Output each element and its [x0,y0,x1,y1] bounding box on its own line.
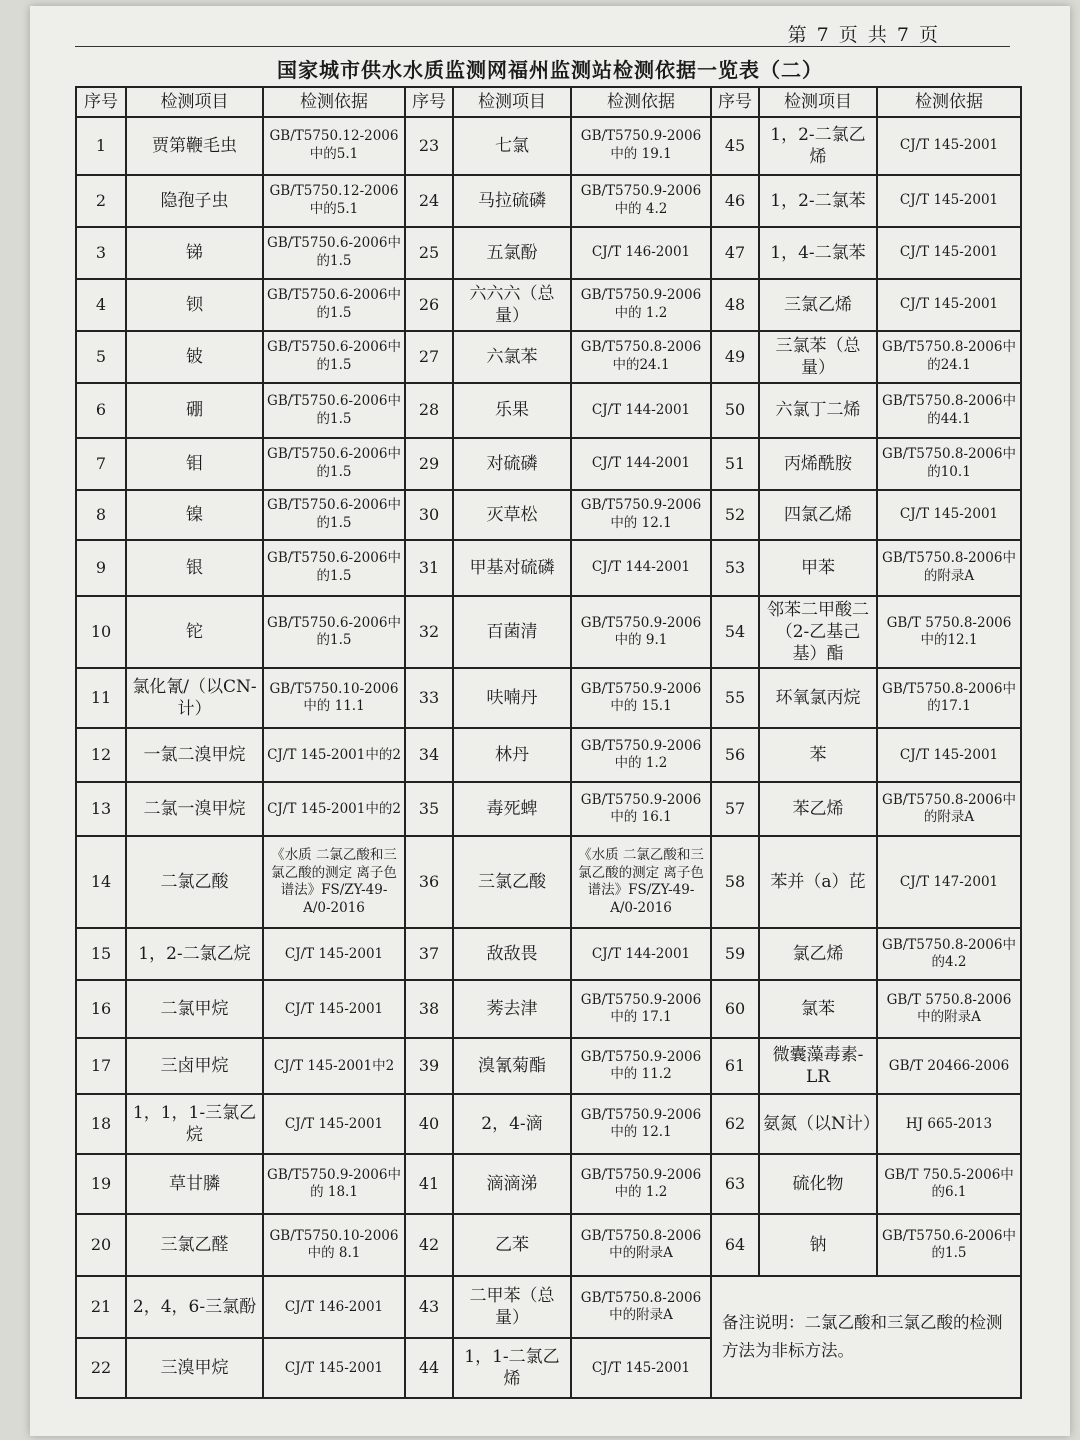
remark-note: 备注说明：二氯乙酸和三氯乙酸的检测方法为非标方法。 [711,1276,1021,1398]
basis-cell: CJ/T 144-2001 [571,438,711,490]
basis-cell: GB/T5750.8-2006中的附录A [877,540,1021,596]
basis-cell: GB/T5750.9-2006中的 1.2 [571,1154,711,1214]
item-cell: 邻苯二甲酸二（2-乙基己基）酯 [759,596,877,668]
item-cell: 林丹 [453,728,571,782]
seq-cell: 42 [405,1214,453,1276]
item-cell: 氯化氰/（以CN-计） [126,668,263,728]
seq-cell: 23 [405,117,453,175]
table-row [76,782,1021,836]
basis-cell: GB/T5750.9-2006中的 17.1 [571,980,711,1038]
item-cell: 1，4-二氯苯 [759,227,877,279]
header-item: 检测项目 [759,87,877,117]
item-cell: 呋喃丹 [453,668,571,728]
basis-cell: CJ/T 145-2001 [263,1338,405,1398]
table-row [76,596,1021,668]
basis-cell: GB/T5750.8-2006中的17.1 [877,668,1021,728]
table-row [76,540,1021,596]
basis-cell: CJ/T 145-2001 [877,279,1021,331]
table-row [76,836,1021,928]
seq-cell: 21 [76,1276,126,1338]
item-cell: 铊 [126,596,263,668]
basis-cell: GB/T5750.8-2006 中的附录A [571,1214,711,1276]
basis-cell: GB/T5750.6-2006中的1.5 [263,596,405,668]
basis-cell: CJ/T 145-2001 [263,928,405,980]
item-cell: 六氯苯 [453,331,571,383]
basis-cell: GB/T5750.9-2006中的 16.1 [571,782,711,836]
header-basis: 检测依据 [571,87,711,117]
item-cell: 苯乙烯 [759,782,877,836]
item-cell: 银 [126,540,263,596]
basis-cell: GB/T5750.8-2006 中的24.1 [571,331,711,383]
basis-cell: GB/T5750.9-2006中的 18.1 [263,1154,405,1214]
seq-cell: 26 [405,279,453,331]
seq-cell: 49 [711,331,759,383]
header-seq: 序号 [405,87,453,117]
item-cell: 六六六（总量） [453,279,571,331]
table-row [76,227,1021,279]
seq-cell: 45 [711,117,759,175]
seq-cell: 62 [711,1094,759,1154]
basis-cell: 《水质 二氯乙酸和三氯乙酸的测定 离子色谱法》FS/ZY-49-A/0-2016 [571,836,711,928]
item-cell: 乙苯 [453,1214,571,1276]
seq-cell: 39 [405,1038,453,1094]
seq-cell: 34 [405,728,453,782]
basis-cell: GB/T5750.6-2006中的1.5 [263,383,405,438]
seq-cell: 41 [405,1154,453,1214]
basis-cell: CJ/T 144-2001 [571,540,711,596]
item-cell: 甲苯 [759,540,877,596]
basis-cell: GB/T 20466-2006 [877,1038,1021,1094]
item-cell: 马拉硫磷 [453,175,571,227]
basis-cell: GB/T 750.5-2006中的6.1 [877,1154,1021,1214]
seq-cell: 16 [76,980,126,1038]
basis-cell: GB/T5750.6-2006中的1.5 [263,540,405,596]
seq-cell: 6 [76,383,126,438]
basis-cell: GB/T5750.9-2006中的 12.1 [571,490,711,540]
basis-cell: CJ/T 144-2001 [571,383,711,438]
seq-cell: 55 [711,668,759,728]
table-row [76,1038,1021,1094]
item-cell: 氯乙烯 [759,928,877,980]
basis-cell: CJ/T 145-2001 [877,117,1021,175]
basis-cell: CJ/T 145-2001 [877,490,1021,540]
basis-cell: GB/T5750.8-2006中的10.1 [877,438,1021,490]
seq-cell: 60 [711,980,759,1038]
item-cell: 氯苯 [759,980,877,1038]
basis-cell: GB/T5750.8-2006中的24.1 [877,331,1021,383]
item-cell: 微囊藻毒素-LR [759,1038,877,1094]
seq-cell: 53 [711,540,759,596]
item-cell: 滴滴涕 [453,1154,571,1214]
seq-cell: 54 [711,596,759,668]
seq-cell: 61 [711,1038,759,1094]
table-row [76,175,1021,227]
header-item: 检测项目 [126,87,263,117]
seq-cell: 14 [76,836,126,928]
seq-cell: 8 [76,490,126,540]
table-row [76,279,1021,331]
table-row [76,383,1021,438]
table-row [76,1276,1021,1338]
table-row [76,1214,1021,1276]
basis-cell: CJ/T 145-2001中2 [263,1038,405,1094]
seq-cell: 59 [711,928,759,980]
seq-cell: 10 [76,596,126,668]
seq-cell: 22 [76,1338,126,1398]
item-cell: 苯并（a）芘 [759,836,877,928]
basis-cell: CJ/T 145-2001 [571,1338,711,1398]
seq-cell: 40 [405,1094,453,1154]
seq-cell: 7 [76,438,126,490]
document-page [30,6,1070,1436]
item-cell: 镍 [126,490,263,540]
table-row [76,980,1021,1038]
item-cell: 二氯乙酸 [126,836,263,928]
basis-cell: CJ/T 145-2001 [263,980,405,1038]
basis-cell: GB/T5750.12-2006中的5.1 [263,117,405,175]
seq-cell: 12 [76,728,126,782]
item-cell: 2，4，6-三氯酚 [126,1276,263,1338]
table-row [76,668,1021,728]
table-row [76,331,1021,383]
seq-cell: 57 [711,782,759,836]
seq-cell: 2 [76,175,126,227]
basis-cell: CJ/T 145-2001 [877,728,1021,782]
seq-cell: 44 [405,1338,453,1398]
page-number: 第 7 页 共 7 页 [787,24,940,46]
item-cell: 三卤甲烷 [126,1038,263,1094]
table-row [76,1094,1021,1154]
basis-cell: HJ 665-2013 [877,1094,1021,1154]
basis-cell: GB/T5750.8-2006中的附录A [877,782,1021,836]
basis-cell: GB/T5750.9-2006中的 11.2 [571,1038,711,1094]
item-cell: 1，2-二氯乙烯 [759,117,877,175]
item-cell: 一氯二溴甲烷 [126,728,263,782]
seq-cell: 47 [711,227,759,279]
table-row [76,728,1021,782]
item-cell: 隐孢子虫 [126,175,263,227]
item-cell: 苯 [759,728,877,782]
basis-cell: GB/T5750.6-2006中的1.5 [263,438,405,490]
seq-cell: 43 [405,1276,453,1338]
item-cell: 锑 [126,227,263,279]
basis-cell: CJ/T 146-2001 [571,227,711,279]
basis-cell: GB/T5750.9-2006中的 12.1 [571,1094,711,1154]
item-cell: 溴氰菊酯 [453,1038,571,1094]
item-cell: 草甘膦 [126,1154,263,1214]
item-cell: 三氯乙酸 [453,836,571,928]
basis-cell: GB/T5750.8-2006中的4.2 [877,928,1021,980]
item-cell: 环氧氯丙烷 [759,668,877,728]
seq-cell: 9 [76,540,126,596]
item-cell: 贾第鞭毛虫 [126,117,263,175]
item-cell: 钡 [126,279,263,331]
seq-cell: 33 [405,668,453,728]
seq-cell: 28 [405,383,453,438]
basis-cell: GB/T 5750.8-2006中的附录A [877,980,1021,1038]
basis-cell: CJ/T 145-2001中的2 [263,728,405,782]
basis-cell: GB/T5750.6-2006中的1.5 [263,227,405,279]
seq-cell: 37 [405,928,453,980]
seq-cell: 24 [405,175,453,227]
basis-cell: 《水质 二氯乙酸和三氯乙酸的测定 离子色谱法》FS/ZY-49-A/0-2016 [263,836,405,928]
header-item: 检测项目 [453,87,571,117]
basis-cell: GB/T5750.8-2006 中的附录A [571,1276,711,1338]
item-cell: 二氯甲烷 [126,980,263,1038]
basis-cell: GB/T5750.9-2006中的 1.2 [571,279,711,331]
seq-cell: 18 [76,1094,126,1154]
basis-cell: GB/T5750.6-2006中的1.5 [263,279,405,331]
seq-cell: 20 [76,1214,126,1276]
item-cell: 毒死蜱 [453,782,571,836]
basis-cell: GB/T5750.9-2006中的 1.2 [571,728,711,782]
basis-cell: GB/T5750.10-2006中的 8.1 [263,1214,405,1276]
seq-cell: 35 [405,782,453,836]
item-cell: 二甲苯（总量） [453,1276,571,1338]
basis-cell: GB/T5750.10-2006中的 11.1 [263,668,405,728]
item-cell: 灭草松 [453,490,571,540]
seq-cell: 1 [76,117,126,175]
table-row [76,928,1021,980]
seq-cell: 4 [76,279,126,331]
basis-cell: CJ/T 146-2001 [263,1276,405,1338]
table-row [76,438,1021,490]
table-header-row [76,87,1021,117]
seq-cell: 46 [711,175,759,227]
seq-cell: 52 [711,490,759,540]
item-cell: 1，1-二氯乙烯 [453,1338,571,1398]
seq-cell: 50 [711,383,759,438]
seq-cell: 19 [76,1154,126,1214]
document-title: 国家城市供水水质监测网福州监测站检测依据一览表（二） [277,58,823,82]
basis-cell: GB/T5750.9-2006中的 19.1 [571,117,711,175]
seq-cell: 27 [405,331,453,383]
seq-cell: 11 [76,668,126,728]
table-row [76,117,1021,175]
basis-cell: GB/T5750.6-2006中的1.5 [877,1214,1021,1276]
item-cell: 丙烯酰胺 [759,438,877,490]
item-cell: 六氯丁二烯 [759,383,877,438]
header-rule [75,46,1010,47]
margin-mark [1058,906,1062,986]
item-cell: 铍 [126,331,263,383]
seq-cell: 13 [76,782,126,836]
basis-cell: GB/T5750.6-2006中的1.5 [263,331,405,383]
seq-cell: 48 [711,279,759,331]
item-cell: 2，4-滴 [453,1094,571,1154]
item-cell: 乐果 [453,383,571,438]
basis-cell: GB/T 5750.8-2006中的12.1 [877,596,1021,668]
seq-cell: 3 [76,227,126,279]
item-cell: 对硫磷 [453,438,571,490]
item-cell: 甲基对硫磷 [453,540,571,596]
basis-cell: CJ/T 145-2001 [877,227,1021,279]
basis-cell: CJ/T 147-2001 [877,836,1021,928]
seq-cell: 38 [405,980,453,1038]
item-cell: 敌敌畏 [453,928,571,980]
seq-cell: 64 [711,1214,759,1276]
item-cell: 硫化物 [759,1154,877,1214]
seq-cell: 58 [711,836,759,928]
item-cell: 二氯一溴甲烷 [126,782,263,836]
item-cell: 1，2-二氯苯 [759,175,877,227]
item-cell: 百菌清 [453,596,571,668]
item-cell: 氨氮（以N计） [759,1094,877,1154]
seq-cell: 63 [711,1154,759,1214]
header-basis: 检测依据 [263,87,405,117]
basis-cell: CJ/T 144-2001 [571,928,711,980]
header-seq: 序号 [76,87,126,117]
basis-cell: CJ/T 145-2001 [263,1094,405,1154]
seq-cell: 32 [405,596,453,668]
seq-cell: 5 [76,331,126,383]
table-row [76,1154,1021,1214]
seq-cell: 25 [405,227,453,279]
seq-cell: 51 [711,438,759,490]
header-seq: 序号 [711,87,759,117]
basis-cell: CJ/T 145-2001中的2 [263,782,405,836]
seq-cell: 15 [76,928,126,980]
item-cell: 钠 [759,1214,877,1276]
item-cell: 三溴甲烷 [126,1338,263,1398]
seq-cell: 30 [405,490,453,540]
seq-cell: 56 [711,728,759,782]
seq-cell: 36 [405,836,453,928]
basis-cell: GB/T5750.8-2006中的44.1 [877,383,1021,438]
table-body [76,117,1021,1398]
item-cell: 1，1，1-三氯乙烷 [126,1094,263,1154]
basis-cell: CJ/T 145-2001 [877,175,1021,227]
item-cell: 三氯苯（总量） [759,331,877,383]
seq-cell: 29 [405,438,453,490]
item-cell: 五氯酚 [453,227,571,279]
seq-cell: 31 [405,540,453,596]
header-basis: 检测依据 [877,87,1021,117]
basis-cell: GB/T5750.9-2006中的 4.2 [571,175,711,227]
item-cell: 三氯乙烯 [759,279,877,331]
basis-cell: GB/T5750.9-2006中的 9.1 [571,596,711,668]
item-cell: 七氯 [453,117,571,175]
item-cell: 三氯乙醛 [126,1214,263,1276]
table-row [76,490,1021,540]
item-cell: 硼 [126,383,263,438]
item-cell: 钼 [126,438,263,490]
test-basis-table [75,86,1022,1399]
item-cell: 1，2-二氯乙烷 [126,928,263,980]
basis-cell: GB/T5750.9-2006中的 15.1 [571,668,711,728]
item-cell: 四氯乙烯 [759,490,877,540]
item-cell: 莠去津 [453,980,571,1038]
seq-cell: 17 [76,1038,126,1094]
basis-cell: GB/T5750.12-2006中的5.1 [263,175,405,227]
basis-cell: GB/T5750.6-2006中的1.5 [263,490,405,540]
